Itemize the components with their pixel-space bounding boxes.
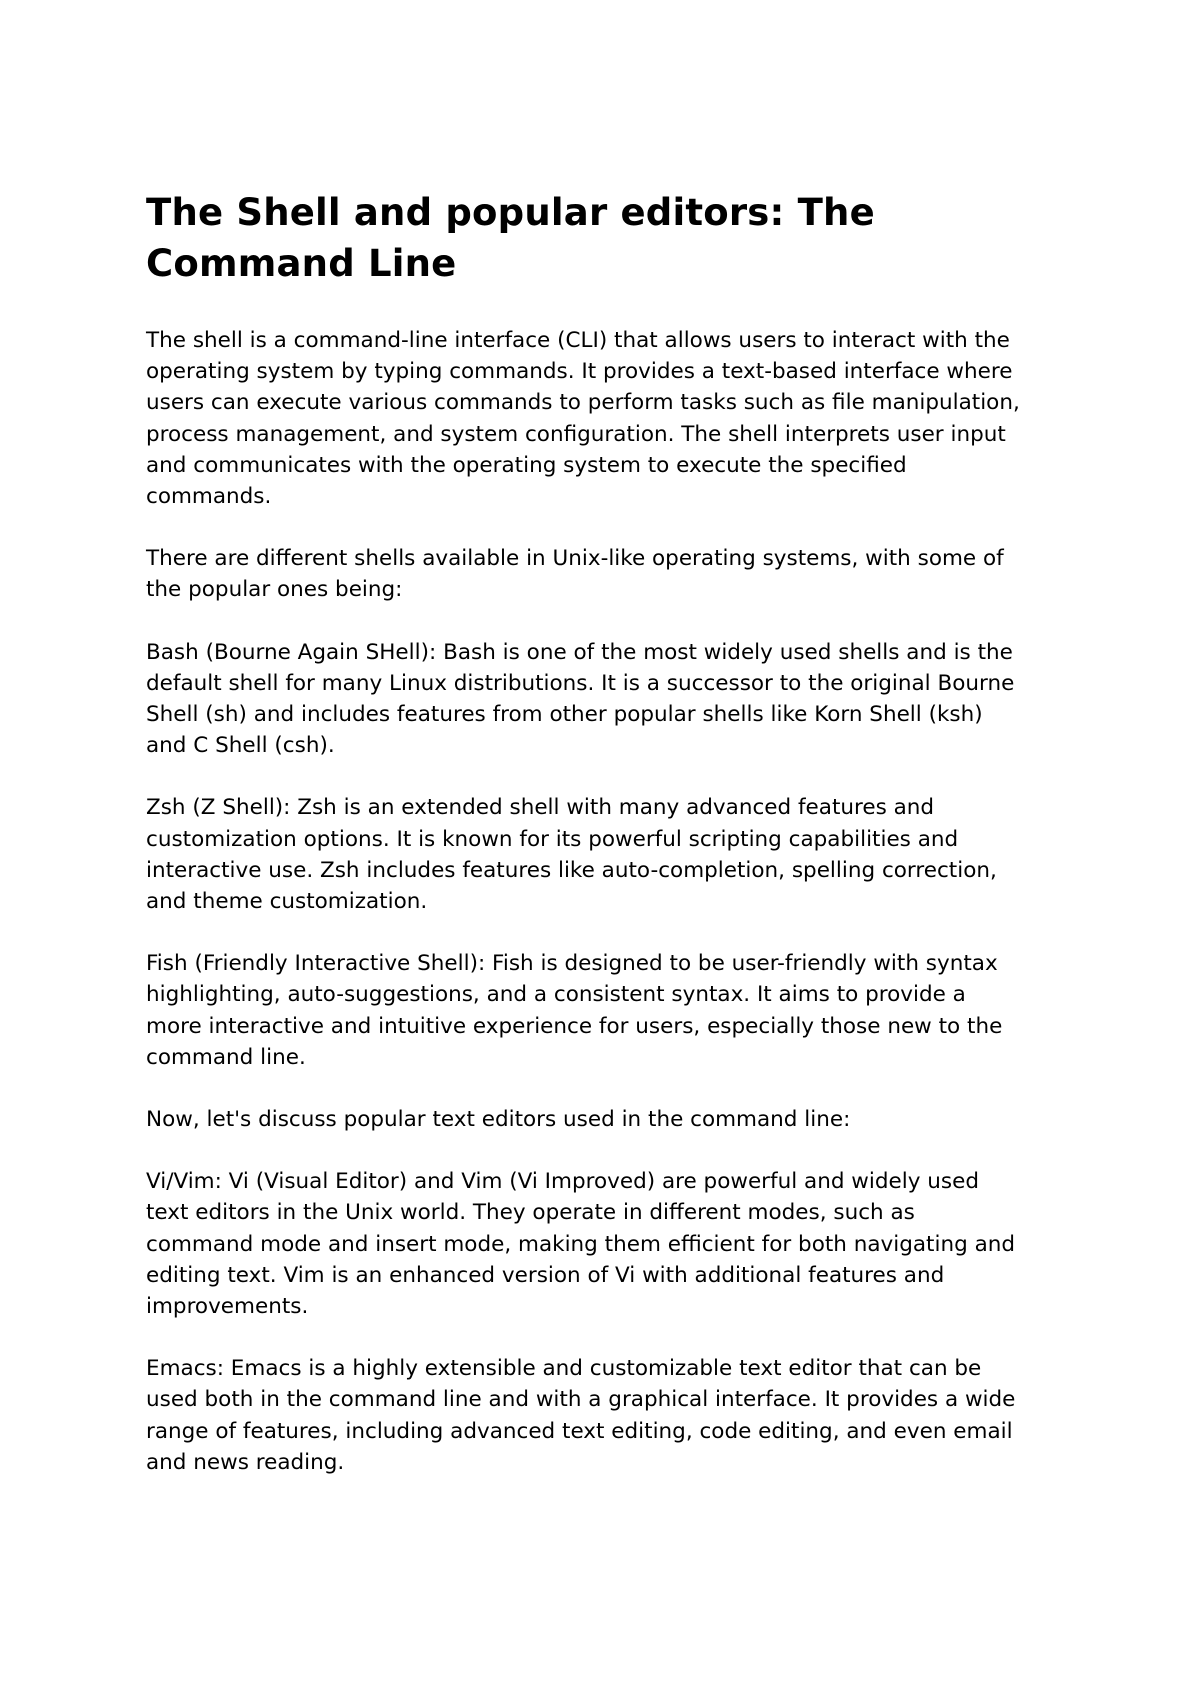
document-page [146, 187, 1086, 1509]
document-title: The Shell and popular editors: The Command Line [146, 191, 875, 285]
paragraph-editors-intro: Now, let's discuss popular text editors used in the command line: [146, 1107, 851, 1133]
paragraph-shells-overview: There are different shells available in Unix-like operating systems, with some of the popular ones being: [146, 546, 1004, 603]
paragraph-shell-intro: The shell is a command-line interface (CLI) that allows users to interact with the operating system by typing commands. It provides a text-based interface where users can execute various commands to perform tasks such as file manipulation, process management, and system configuration. The shell interprets user input and communicates with the operating system to execute the specified commands. [146, 328, 1020, 510]
paragraph-zsh: Zsh (Z Shell): Zsh is an extended shell with many advanced features and customization options. It is known for its powerful scripting capabilities and interactive use. Zsh includes features like auto-completion, spelling correction, and theme customization. [146, 795, 997, 915]
paragraph-fish: Fish (Friendly Interactive Shell): Fish is designed to be user-friendly with syntax highlighting, auto-suggestions, and a consistent syntax. It aims to provide a more interactive and intuitive experience for users, especially those new to the command line. [146, 951, 1003, 1070]
paragraph-vi-vim: Vi/Vim: Vi (Visual Editor) and Vim (Vi Improved) are powerful and widely used text editors in the Unix world. They operate in different modes, such as command mode and insert mode, making them efficient for both navigating and editing text. Vim is an enhanced version of Vi with additional features and improvements. [146, 1169, 1016, 1320]
paragraph-emacs: Emacs: Emacs is a highly extensible and customizable text editor that can be used both in the command line and with a graphical interface. It provides a wide range of features, including advanced text editing, code editing, and even email and news reading. [146, 1356, 1016, 1475]
paragraph-bash: Bash (Bourne Again SHell): Bash is one of the most widely used shells and is the default shell for many Linux distributions. It is a successor to the original Bourne Shell (sh) and includes features from other popular shells like Korn Shell (ksh) and C Shell (csh). [146, 639, 1015, 759]
